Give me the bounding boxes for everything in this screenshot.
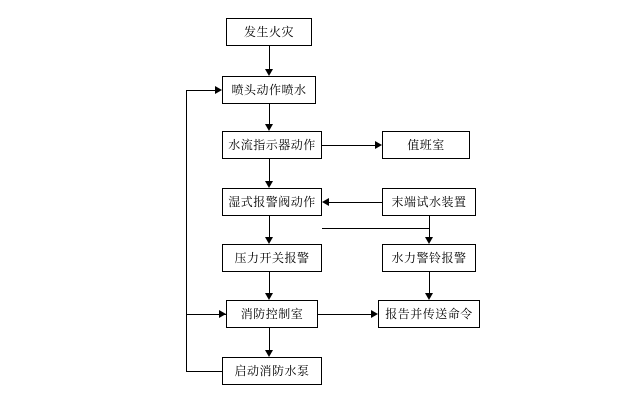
- edge-pump-feedback-arrow: [215, 86, 222, 94]
- edge-control-to-report-arrow: [371, 310, 378, 318]
- edge-flow-to-duty-arrow: [375, 141, 382, 149]
- edge-pressure-to-control-arrow: [265, 293, 273, 300]
- edge-control-to-pump-arrow: [265, 350, 273, 357]
- edge-wetalarm-to-gong-horizontal: [322, 228, 429, 229]
- edge-pump-feedback-vertical: [186, 90, 187, 371]
- edge-fire-to-sprinkler-line: [269, 46, 270, 69]
- edge-wetalarm-branch-up: [429, 216, 430, 228]
- edge-wetalarm-to-gong-arrow: [425, 237, 433, 244]
- edge-flow-to-wetalarm-arrow: [265, 181, 273, 188]
- node-report-and-command: 报告并传送命令: [378, 300, 480, 328]
- edge-flow-to-duty-line: [322, 145, 375, 146]
- node-wet-alarm-valve: 湿式报警阀动作: [222, 188, 322, 216]
- node-fire-control-room: 消防控制室: [226, 300, 318, 328]
- node-duty-room: 值班室: [382, 131, 470, 159]
- edge-endtest-to-wetalarm-line: [329, 202, 382, 203]
- edge-control-to-report-line: [318, 314, 371, 315]
- node-flow-indicator: 水流指示器动作: [222, 131, 322, 159]
- node-fire-occurs: 发生火灾: [226, 18, 312, 46]
- edge-gong-to-report-line: [429, 272, 430, 293]
- edge-pump-feedback-top: [186, 90, 215, 91]
- edge-fire-to-sprinkler-arrow: [265, 69, 273, 76]
- node-sprinkler-discharge: 喷头动作喷水: [222, 76, 316, 104]
- edge-control-feedback-arrow: [219, 310, 226, 318]
- edge-wetalarm-to-gong-vertical: [429, 228, 430, 237]
- edge-pump-feedback-bottom: [186, 371, 222, 372]
- edge-gong-to-report-arrow: [425, 293, 433, 300]
- edge-endtest-to-wetalarm-arrow: [322, 198, 329, 206]
- edge-wetalarm-to-pressure-arrow: [265, 237, 273, 244]
- node-water-motor-gong: 水力警铃报警: [382, 244, 476, 272]
- edge-flow-to-wetalarm-line: [269, 159, 270, 181]
- node-pressure-switch-alarm: 压力开关报警: [222, 244, 322, 272]
- node-start-fire-pump: 启动消防水泵: [222, 357, 322, 385]
- edge-sprinkler-to-flow-line: [269, 104, 270, 124]
- edge-pressure-to-control-line: [269, 272, 270, 293]
- edge-sprinkler-to-flow-arrow: [265, 124, 273, 131]
- node-end-test-device: 末端试水装置: [382, 188, 476, 216]
- edge-control-to-pump-line: [269, 328, 270, 350]
- edge-wetalarm-to-pressure-line: [269, 216, 270, 237]
